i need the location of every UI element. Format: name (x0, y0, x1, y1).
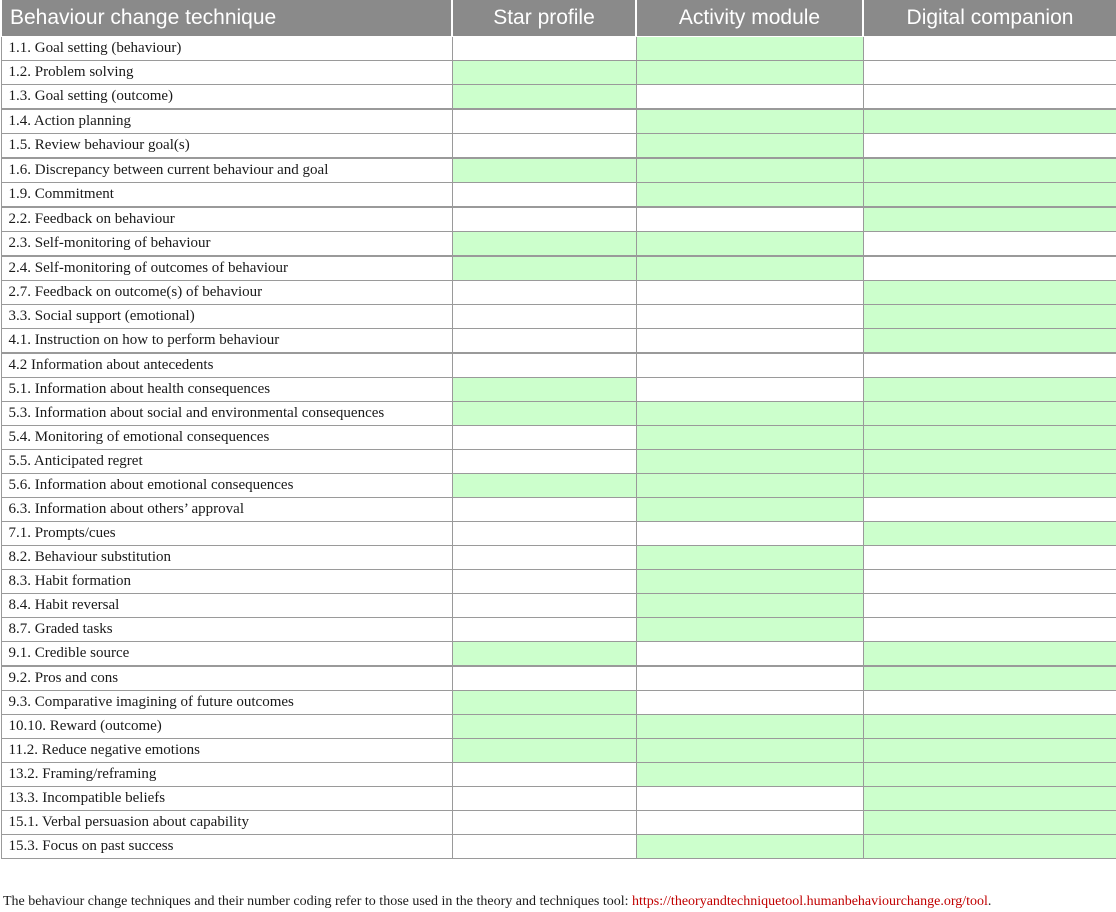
table-row (1, 61, 1116, 85)
table-row (1, 474, 1116, 498)
star-profile-cell (452, 183, 636, 208)
digital-companion-cell (863, 353, 1116, 378)
activity-module-cell (636, 85, 863, 110)
table-row (1, 402, 1116, 426)
digital-companion-cell (863, 570, 1116, 594)
table-row (1, 618, 1116, 642)
digital-companion-cell (863, 666, 1116, 691)
technique-cell: 13.2. Framing/reframing (1, 763, 452, 787)
digital-companion-cell (863, 85, 1116, 110)
activity-module-cell (636, 691, 863, 715)
table-row (1, 811, 1116, 835)
table-row (1, 715, 1116, 739)
star-profile-cell (452, 811, 636, 835)
table-row (1, 666, 1116, 691)
digital-companion-cell (863, 378, 1116, 402)
digital-companion-cell (863, 207, 1116, 232)
technique-cell: 7.1. Prompts/cues (1, 522, 452, 546)
activity-module-cell (636, 811, 863, 835)
digital-companion-cell (863, 498, 1116, 522)
activity-module-cell (636, 207, 863, 232)
activity-module-cell (636, 570, 863, 594)
digital-companion-cell (863, 642, 1116, 667)
activity-module-cell (636, 787, 863, 811)
digital-companion-cell (863, 763, 1116, 787)
star-profile-cell (452, 570, 636, 594)
activity-module-cell (636, 498, 863, 522)
header-digital-companion: Digital companion (863, 0, 1116, 37)
digital-companion-cell (863, 402, 1116, 426)
activity-module-cell (636, 715, 863, 739)
digital-companion-cell (863, 811, 1116, 835)
technique-cell: 9.2. Pros and cons (1, 666, 452, 691)
star-profile-cell (452, 594, 636, 618)
digital-companion-cell (863, 305, 1116, 329)
technique-cell: 5.5. Anticipated regret (1, 450, 452, 474)
table-row (1, 450, 1116, 474)
digital-companion-cell (863, 450, 1116, 474)
star-profile-cell (452, 37, 636, 61)
technique-cell: 1.2. Problem solving (1, 61, 452, 85)
star-profile-cell (452, 763, 636, 787)
star-profile-cell (452, 450, 636, 474)
star-profile-cell (452, 353, 636, 378)
digital-companion-cell (863, 281, 1116, 305)
activity-module-cell (636, 739, 863, 763)
activity-module-cell (636, 256, 863, 281)
table-header-row (1, 0, 1116, 37)
activity-module-cell (636, 546, 863, 570)
technique-cell: 6.3. Information about others’ approval (1, 498, 452, 522)
star-profile-cell (452, 378, 636, 402)
activity-module-cell (636, 134, 863, 159)
digital-companion-cell (863, 618, 1116, 642)
technique-cell: 4.2 Information about antecedents (1, 353, 452, 378)
star-profile-cell (452, 715, 636, 739)
technique-cell: 2.4. Self-monitoring of outcomes of behaviour (1, 256, 452, 281)
activity-module-cell (636, 109, 863, 134)
table-row (1, 329, 1116, 354)
digital-companion-cell (863, 715, 1116, 739)
digital-companion-cell (863, 739, 1116, 763)
table-row (1, 570, 1116, 594)
activity-module-cell (636, 474, 863, 498)
digital-companion-cell (863, 835, 1116, 859)
table-row (1, 353, 1116, 378)
table-row (1, 546, 1116, 570)
digital-companion-cell (863, 61, 1116, 85)
star-profile-cell (452, 691, 636, 715)
star-profile-cell (452, 642, 636, 667)
star-profile-cell (452, 474, 636, 498)
footnote (3, 894, 991, 910)
star-profile-cell (452, 232, 636, 257)
digital-companion-cell (863, 37, 1116, 61)
technique-cell: 9.1. Credible source (1, 642, 452, 667)
digital-companion-cell (863, 109, 1116, 134)
table-row (1, 256, 1116, 281)
star-profile-cell (452, 281, 636, 305)
footnote-end: . (987, 894, 992, 909)
table-body (1, 37, 1116, 859)
star-profile-cell (452, 546, 636, 570)
digital-companion-cell (863, 158, 1116, 183)
technique-cell: 8.3. Habit formation (1, 570, 452, 594)
technique-cell: 13.3. Incompatible beliefs (1, 787, 452, 811)
digital-companion-cell (863, 787, 1116, 811)
activity-module-cell (636, 642, 863, 667)
star-profile-cell (452, 109, 636, 134)
technique-cell: 8.4. Habit reversal (1, 594, 452, 618)
activity-module-cell (636, 329, 863, 354)
activity-module-cell (636, 402, 863, 426)
activity-module-cell (636, 281, 863, 305)
technique-cell: 1.6. Discrepancy between current behaviour and goal (1, 158, 452, 183)
technique-cell: 8.2. Behaviour substitution (1, 546, 452, 570)
star-profile-cell (452, 207, 636, 232)
table-row (1, 37, 1116, 61)
technique-cell: 15.1. Verbal persuasion about capability (1, 811, 452, 835)
table-row (1, 134, 1116, 159)
technique-cell: 1.1. Goal setting (behaviour) (1, 37, 452, 61)
header-activity-module: Activity module (636, 0, 863, 37)
activity-module-cell (636, 37, 863, 61)
star-profile-cell (452, 402, 636, 426)
star-profile-cell (452, 158, 636, 183)
activity-module-cell (636, 353, 863, 378)
table-row (1, 522, 1116, 546)
header-star-profile: Star profile (452, 0, 636, 37)
technique-cell: 2.7. Feedback on outcome(s) of behaviour (1, 281, 452, 305)
activity-module-cell (636, 666, 863, 691)
star-profile-cell (452, 739, 636, 763)
table-row (1, 642, 1116, 667)
table-row (1, 109, 1116, 134)
technique-cell: 5.6. Information about emotional consequences (1, 474, 452, 498)
digital-companion-cell (863, 256, 1116, 281)
table-row (1, 787, 1116, 811)
digital-companion-cell (863, 691, 1116, 715)
footnote-link[interactable]: https://theoryandtechniquetool.humanbehaviourchange.org/tool (632, 894, 988, 909)
star-profile-cell (452, 85, 636, 110)
technique-cell: 15.3. Focus on past success (1, 835, 452, 859)
digital-companion-cell (863, 134, 1116, 159)
star-profile-cell (452, 522, 636, 546)
technique-cell: 2.3. Self-monitoring of behaviour (1, 232, 452, 257)
digital-companion-cell (863, 426, 1116, 450)
star-profile-cell (452, 61, 636, 85)
technique-cell: 1.5. Review behaviour goal(s) (1, 134, 452, 159)
technique-cell: 8.7. Graded tasks (1, 618, 452, 642)
activity-module-cell (636, 763, 863, 787)
star-profile-cell (452, 256, 636, 281)
technique-cell: 3.3. Social support (emotional) (1, 305, 452, 329)
technique-cell: 4.1. Instruction on how to perform behaviour (1, 329, 452, 354)
technique-cell: 5.4. Monitoring of emotional consequences (1, 426, 452, 450)
activity-module-cell (636, 835, 863, 859)
table-row (1, 763, 1116, 787)
activity-module-cell (636, 61, 863, 85)
activity-module-cell (636, 232, 863, 257)
activity-module-cell (636, 305, 863, 329)
activity-module-cell (636, 158, 863, 183)
footnote-text: The behaviour change techniques and their number coding refer to those used in the theory and techniques tool: (3, 894, 633, 909)
digital-companion-cell (863, 522, 1116, 546)
star-profile-cell (452, 498, 636, 522)
table-row (1, 835, 1116, 859)
technique-cell: 1.3. Goal setting (outcome) (1, 85, 452, 110)
technique-cell: 1.9. Commitment (1, 183, 452, 208)
technique-cell: 2.2. Feedback on behaviour (1, 207, 452, 232)
star-profile-cell (452, 618, 636, 642)
activity-module-cell (636, 594, 863, 618)
star-profile-cell (452, 329, 636, 354)
activity-module-cell (636, 618, 863, 642)
table-row (1, 305, 1116, 329)
table-row (1, 207, 1116, 232)
table-row (1, 378, 1116, 402)
star-profile-cell (452, 787, 636, 811)
activity-module-cell (636, 378, 863, 402)
table-row (1, 281, 1116, 305)
star-profile-cell (452, 305, 636, 329)
technique-cell: 11.2. Reduce negative emotions (1, 739, 452, 763)
table-row (1, 232, 1116, 257)
technique-cell: 5.3. Information about social and environmental consequences (1, 402, 452, 426)
table-row (1, 158, 1116, 183)
technique-cell: 5.1. Information about health consequences (1, 378, 452, 402)
table-row (1, 426, 1116, 450)
activity-module-cell (636, 522, 863, 546)
star-profile-cell (452, 666, 636, 691)
technique-cell: 9.3. Comparative imagining of future outcomes (1, 691, 452, 715)
table-row (1, 183, 1116, 208)
digital-companion-cell (863, 329, 1116, 354)
digital-companion-cell (863, 474, 1116, 498)
technique-cell: 10.10. Reward (outcome) (1, 715, 452, 739)
activity-module-cell (636, 183, 863, 208)
activity-module-cell (636, 426, 863, 450)
table-row (1, 85, 1116, 110)
digital-companion-cell (863, 183, 1116, 208)
star-profile-cell (452, 426, 636, 450)
digital-companion-cell (863, 546, 1116, 570)
digital-companion-cell (863, 594, 1116, 618)
table-row (1, 498, 1116, 522)
table-row (1, 594, 1116, 618)
digital-companion-cell (863, 232, 1116, 257)
technique-cell: 1.4. Action planning (1, 109, 452, 134)
table-row (1, 691, 1116, 715)
activity-module-cell (636, 450, 863, 474)
table-row (1, 739, 1116, 763)
star-profile-cell (452, 134, 636, 159)
star-profile-cell (452, 835, 636, 859)
header-technique: Behaviour change technique (1, 0, 452, 37)
